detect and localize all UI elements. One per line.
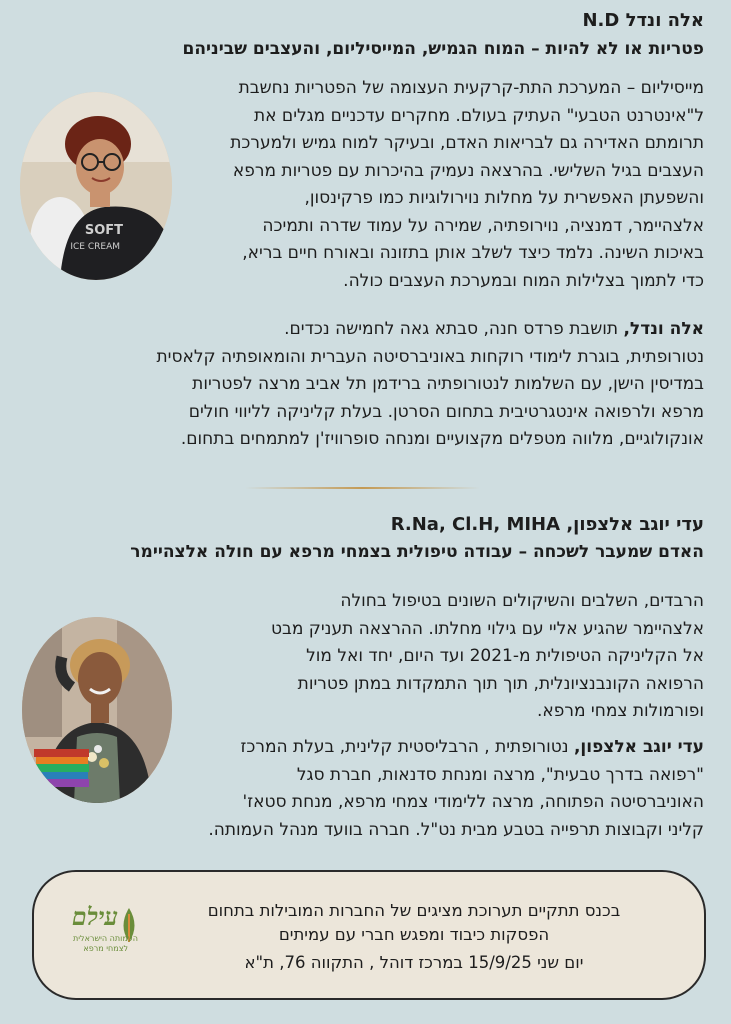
- speaker2-name: [391, 514, 704, 535]
- bio-line: נטורופתית, בוגרת לימודי רוקחות באוניברסיטה העברית והומאופתיה קלאסית: [156, 346, 704, 367]
- bio-intro: תושבת פרדס חנה, סבתא גאה לחמישה נכדים.: [284, 319, 624, 339]
- bio-name: עדי יוגב אלצפון,: [573, 737, 704, 757]
- speaker2-abstract: [271, 588, 704, 726]
- logo-subtitle: העמותה הישראלית: [72, 934, 138, 943]
- abstract-line: כדי לתמוך בצלילות המוח ובמערכת העצבים כולה.: [343, 270, 704, 291]
- bio-intro: נטורופתית , הרבליסטית קלינית, בעלת המרכז: [240, 737, 574, 757]
- association-logo: [48, 902, 148, 962]
- speaker1-name: אלה ונדל N.D: [582, 10, 704, 31]
- speaker2-name-text: עדי יוגב אלצפון, R.Na, Cl.H, MIHA: [390, 514, 704, 535]
- abstract-line: העצבים בגיל השלישי. בהרצאה נעמיק בהיכרות עם פטריות מרפא: [232, 160, 704, 181]
- bio-first-line: [156, 316, 704, 344]
- speaker1-bio: [156, 316, 704, 454]
- abstract-line: מייסיליום – המערכת התת-קרקעית העצומה של הפטריות נחשבת: [238, 78, 704, 98]
- bio-line: מרפא ולרפואה אינטגרטיבית בתחום הסרטן. בעלת קליניקה לליווי חולים: [188, 401, 704, 422]
- bio-line: אונקולוגיים, מלווה מטפלים מקצועיים ומנחה סופרוויז'ן למתמחים בתחום.: [180, 429, 704, 449]
- event-info-text: [154, 899, 674, 975]
- shirt-print: SOFT: [84, 223, 123, 238]
- logo-word: עילם: [71, 902, 118, 931]
- bio-name: אלה ונדל,: [623, 319, 704, 339]
- abstract-line: אלצהיימר, דמנציה, נוירופתיה, שמירה על עמוד שדרה ותמיכה: [262, 215, 704, 236]
- abstract-line: הרפואה הקונבנציונלית, תוך תוך התמקדות במתן פטריות: [297, 673, 704, 694]
- event-info-box: [32, 870, 706, 1000]
- speaker2-photo: [22, 617, 172, 803]
- abstract-line: והשפעתן האפשרית על מחלות נוירולוגיות כמו פרקינסון,: [304, 188, 704, 208]
- abstract-line: הרבדים, השלבים והשיקולים השונים בטיפול בחולה: [340, 591, 704, 611]
- speaker1-photo: [20, 92, 172, 280]
- event-info-line: בכנס תתקיים תערוכת מציגים של החברות המובילות בתחום: [207, 901, 621, 920]
- event-info-line: הפסקות כיבוד ומפגש חברי עם עמיתים: [278, 925, 550, 944]
- svg-text:ICE CREAM: ICE CREAM: [70, 242, 120, 252]
- logo-subtitle: לצמחי מרפא: [83, 944, 128, 953]
- abstract-line: תרומתם האדירה גם לבריאות האדם, ובעיקר למוח גמיש ולמערכת: [230, 133, 704, 153]
- speaker2-bio: [208, 734, 704, 844]
- abstract-line: אלצהיימר שהגיע אליי עם גילוי מחלתו. ההרצאה תעניק מבט: [270, 618, 704, 639]
- bio-line: האוניברסיטה הפתוחה, מרצה ללימודי צמחי מרפא, מנחת סטאז': [242, 792, 704, 812]
- speaker1-portrait: [20, 92, 172, 280]
- abstract-line: אל הקליניקה הטיפולית מ-2021 ועד היום, יחד ואל מול: [306, 646, 704, 666]
- bio-first-line: [208, 734, 704, 762]
- speaker2-talk-title: האדם שמעבר לשכחה – עבודה טיפולית בצמחי מרפא עם חולה אלצהיימר: [130, 542, 704, 562]
- abstract-line: ופורמולות צמחי מרפא.: [537, 701, 704, 721]
- event-info-line: יום שני 15/9/25 במרכז דוהל , התקווה 76, ת"א: [244, 953, 584, 972]
- bio-line: קליני וקבוצות תרפייה בטבע מבית נט"ל. חברה בוועד מנהל העמותה.: [208, 819, 704, 840]
- bio-line: במדיסין הישן, עם השלמות לנטורופתיה ברידמן תל אביב מרצה לפטריות: [192, 374, 704, 394]
- abstract-line: ל"אינטרנט הטבעי" העתיק בעולם. מחקרים עדכניים מגלים את: [253, 105, 704, 126]
- bio-line: "רפואה בדרך טבעית", מרצה ומנחת סדנאות, חברת סגל: [296, 764, 704, 785]
- section-divider: [245, 487, 480, 489]
- speaker2-portrait: [22, 617, 172, 803]
- abstract-line: באיכות השינה. נלמד כיצד לשלב אותן בתזונה ובאורח חיים בריא,: [242, 243, 704, 263]
- speaker1-talk-title: פטריות או לא להיות – המוח הגמיש, המייסיליום, והעצבים שביניהם: [182, 39, 704, 59]
- speaker1-abstract: [230, 75, 704, 295]
